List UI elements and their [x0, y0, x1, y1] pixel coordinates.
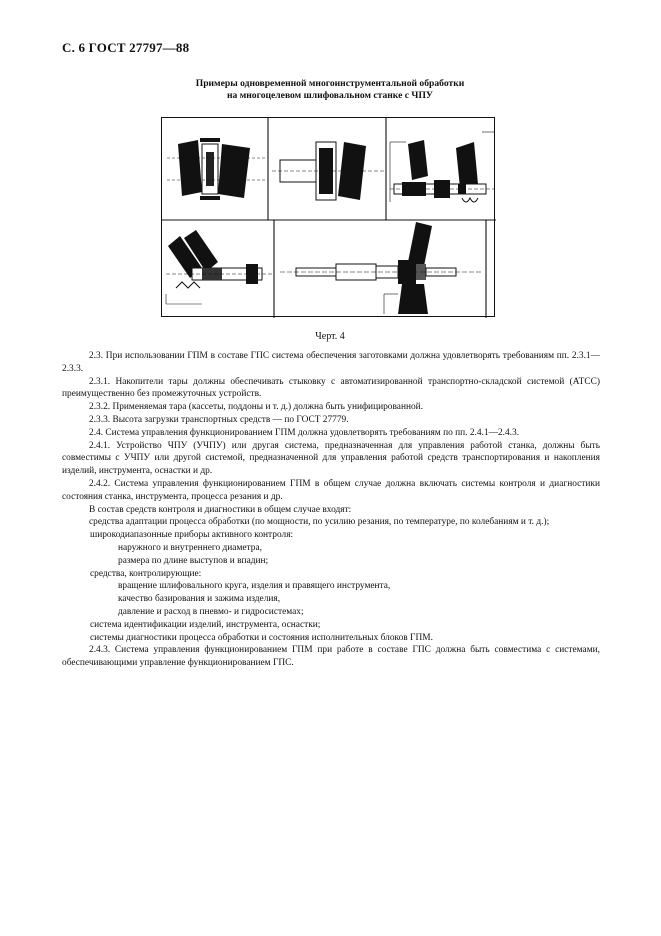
- list-item-adaptation: средства адаптации процесса обработки (по мощности, по усилию резания, по температуре, по колебаниям и т. д.);: [89, 517, 550, 528]
- figure-title: [150, 78, 510, 102]
- grinding-diagram: [162, 118, 496, 318]
- list-subitem-pressure: давление и расход в пневмо- и гидросистемах;: [118, 606, 304, 617]
- paragraph-composition: В состав средств контроля и диагностики в общем случае входят:: [89, 504, 352, 515]
- list-subitem-rotation: вращение шлифовального круга, изделия и правящего инструмента,: [118, 581, 391, 592]
- list-item-monitoring: средства, контролирующие:: [90, 568, 202, 579]
- paragraph-2-4-3: 2.4.3. Система управления функционированием ГПМ при работе в составе ГПС должна быть совместима с системами, обеспечивающими управление функционированием ГПС.: [62, 645, 600, 669]
- figure-title-line-1: Примеры одновременной многоинструментальной обработки: [195, 78, 465, 89]
- figure-caption: Черт. 4: [315, 331, 345, 342]
- panel-4-sketch: [166, 230, 272, 304]
- panel-2-sketch: [272, 142, 384, 200]
- list-subitem-length: размера по длине выступов и впадин;: [118, 555, 269, 566]
- figure-title-line-2: на многоцелевом шлифовальном станке с ЧПУ: [227, 90, 433, 101]
- paragraph-2-4-2: 2.4.2. Система управления функционированием ГПМ в общем случае должна включать системы контроля и диагностики состояния станка, инструмента, процесса резания и др.: [62, 478, 600, 502]
- paragraph-2-4: 2.4. Система управления функционированием ГПМ должна удовлетворять требованиям по пп. 2.4.1—2.4.3.: [89, 427, 520, 438]
- list-item-diagnostics: системы диагностики процесса обработки и состояния исполнительных блоков ГПМ.: [90, 632, 433, 643]
- body-text: [62, 350, 600, 670]
- page-header: С. 6 ГОСТ 27797—88: [62, 40, 190, 55]
- paragraph-2-3-2: 2.3.2. Применяемая тара (кассеты, поддоны и т. д.) должна быть унифицированной.: [89, 402, 424, 413]
- panel-5-sketch: [280, 222, 482, 314]
- list-item-identification: система идентификации изделий, инструмента, оснастки;: [90, 619, 321, 630]
- panel-3-sketch: [390, 132, 494, 202]
- list-subitem-clamping: качество базирования и зажима изделия,: [118, 594, 281, 605]
- paragraph-2-3-3: 2.3.3. Высота загрузки транспортных средств — по ГОСТ 27779.: [89, 414, 349, 425]
- grinding-figure: [161, 117, 495, 317]
- list-subitem-diameter: наружного и внутреннего диаметра,: [118, 542, 262, 553]
- paragraph-2-3: 2.3. При использовании ГПМ в составе ГПС система обеспечения заготовками должна удовлетворять требованиям пп. 2.3.1—2.3.3.: [62, 351, 600, 374]
- panel-1-sketch: [167, 138, 266, 200]
- paragraph-2-4-1: 2.4.1. Устройство ЧПУ (УЧПУ) или другая система, предназначенная для управления работой станка, должны быть совместимы с УЧПУ или другой системой, предназначенной для управления работой средств транспортирования и накопления изделий, инструмента, оснастки и др.: [62, 440, 600, 477]
- list-item-active-control: широкодиапазонные приборы активного контроля:: [90, 530, 294, 541]
- paragraph-2-3-1: 2.3.1. Накопители тары должны обеспечивать стыковку с автоматизированной транспортно-складской системой (АТСС) преимущественно без промежуточных устройств.: [62, 376, 600, 400]
